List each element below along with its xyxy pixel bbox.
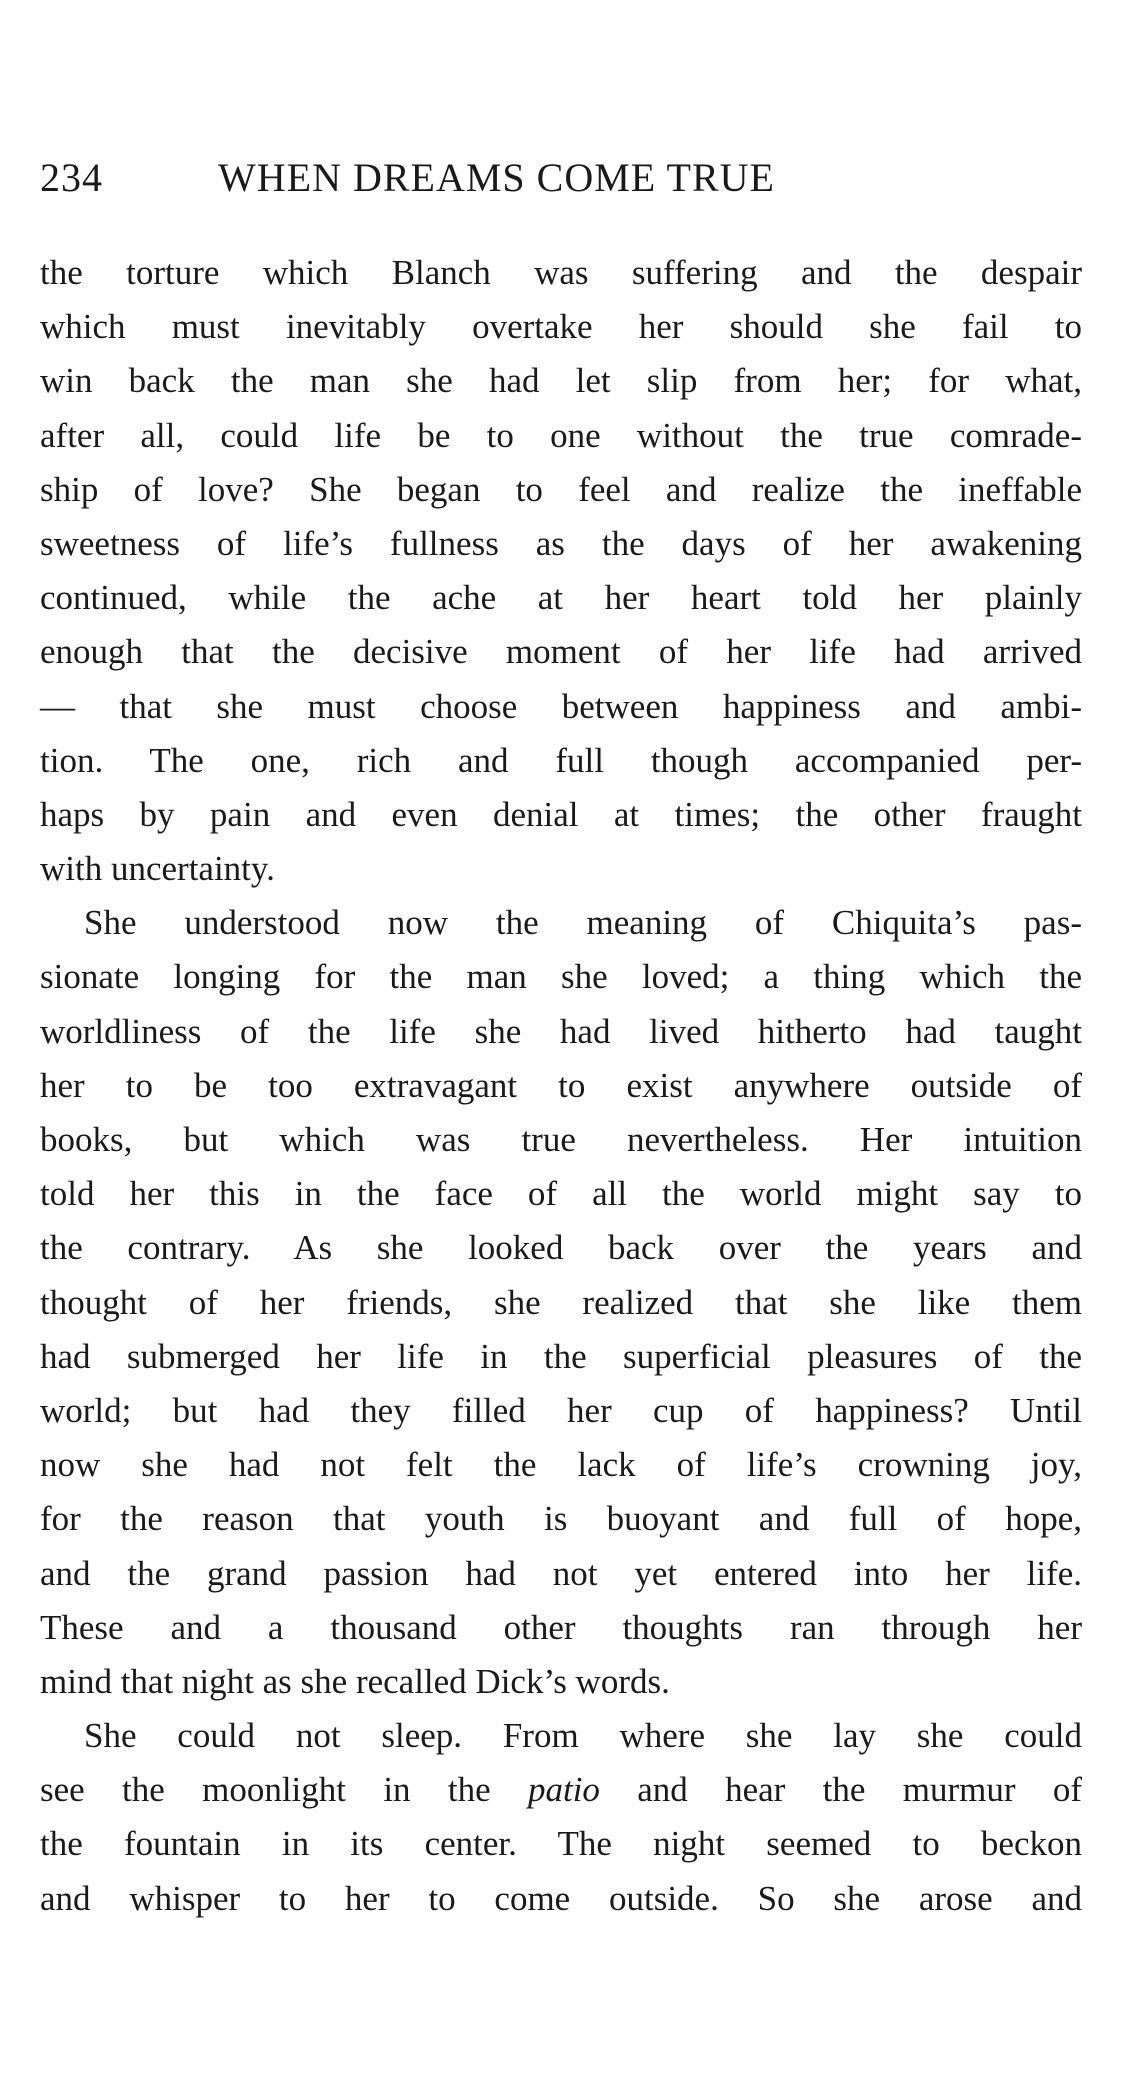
text-line: — that she must choose between happiness and ambi- — [40, 686, 1082, 726]
text-line: after all, could life be to one without the true comrade- — [40, 415, 1082, 455]
text-line: her to be too extravagant to exist anywhere outside of — [40, 1065, 1082, 1105]
text-line: see the moonlight in the patio and hear the murmur of — [40, 1770, 1082, 1810]
text-line: had submerged her life in the superficial pleasures of the — [40, 1336, 1082, 1376]
running-head — [40, 148, 1080, 208]
text-line: the fountain in its center. The night seemed to beckon — [40, 1824, 1082, 1864]
paragraph — [40, 1709, 1082, 1926]
text-line: ship of love? She began to feel and realize the ineffable — [40, 469, 1082, 509]
text-line: tion. The one, rich and full though accompanied per- — [40, 740, 1082, 780]
text-line: which must inevitably overtake her should she fail to — [40, 307, 1082, 347]
text-line: enough that the decisive moment of her life had arrived — [40, 632, 1082, 672]
body-text — [40, 246, 1082, 1926]
text-line: She understood now the meaning of Chiquita’s pas- — [84, 903, 1082, 943]
text-line: worldliness of the life she had lived hitherto had taught — [40, 1011, 1082, 1051]
text-line: thought of her friends, she realized that she like them — [40, 1282, 1082, 1322]
text-line: These and a thousand other thoughts ran through her — [40, 1607, 1082, 1647]
text-line: sweetness of life’s fullness as the days of her awakening — [40, 523, 1082, 563]
text-line: mind that night as she recalled Dick’s words. — [40, 1661, 670, 1701]
text-line: books, but which was true nevertheless. Her intuition — [40, 1120, 1082, 1159]
page-number: 234 — [40, 155, 103, 200]
text-line: and the grand passion had not yet entered into her life. — [40, 1553, 1082, 1593]
text-line: She could not sleep. From where she lay she could — [84, 1716, 1082, 1756]
paragraph — [40, 246, 1082, 896]
running-title: WHEN DREAMS COME TRUE — [218, 155, 775, 200]
paragraph — [40, 896, 1082, 1709]
text-line: world; but had they filled her cup of happiness? Until — [40, 1390, 1082, 1430]
text-line: haps by pain and even denial at times; the other fraught — [40, 794, 1082, 834]
text-line: continued, while the ache at her heart told her plainly — [40, 578, 1082, 618]
text-line: and whisper to her to come outside. So she arose and — [40, 1878, 1082, 1918]
text-line: for the reason that youth is buoyant and full of hope, — [40, 1499, 1082, 1539]
text-line: the contrary. As she looked back over the years and — [40, 1228, 1082, 1268]
text-line: win back the man she had let slip from her; for what, — [40, 361, 1082, 401]
text-line: sionate longing for the man she loved; a thing which the — [40, 957, 1082, 997]
text-line: told her this in the face of all the world might say to — [40, 1174, 1082, 1214]
text-line: now she had not felt the lack of life’s crowning joy, — [40, 1445, 1082, 1485]
text-line: with uncertainty. — [40, 849, 275, 889]
text-line: the torture which Blanch was suffering and the despair — [40, 253, 1082, 292]
